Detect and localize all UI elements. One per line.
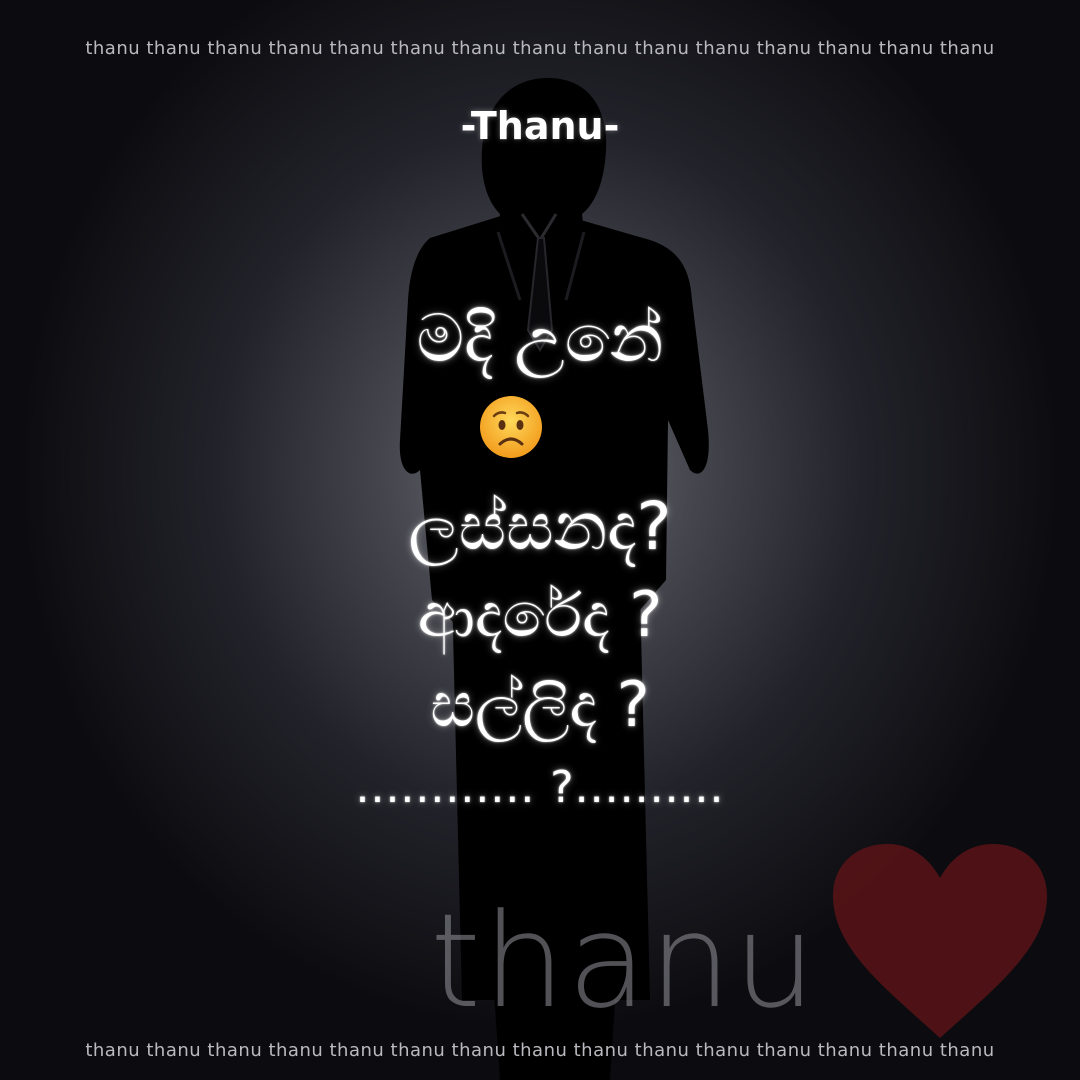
poem-line-1: මදි උනේ — [416, 300, 664, 377]
heart-icon — [825, 838, 1055, 1043]
brand-title: -Thanu- — [460, 104, 620, 148]
worried-face-icon — [478, 394, 544, 460]
large-watermark: thanu — [430, 885, 818, 1037]
watermark-top-row: thanu thanu thanu thanu thanu thanu thanu thanu thanu thanu thanu thanu thanu thanu thanu — [85, 38, 995, 59]
poem-line-5: ............ ?.......... — [355, 762, 725, 813]
poem-line-4: සල්ලිද ? — [430, 668, 650, 741]
poem-line-3: ආදරේද ? — [417, 578, 663, 651]
watermark-bottom-row: thanu thanu thanu thanu thanu thanu thanu thanu thanu thanu thanu thanu thanu thanu thanu — [85, 1040, 995, 1061]
poem-line-2: ලස්සනද? — [408, 488, 672, 565]
